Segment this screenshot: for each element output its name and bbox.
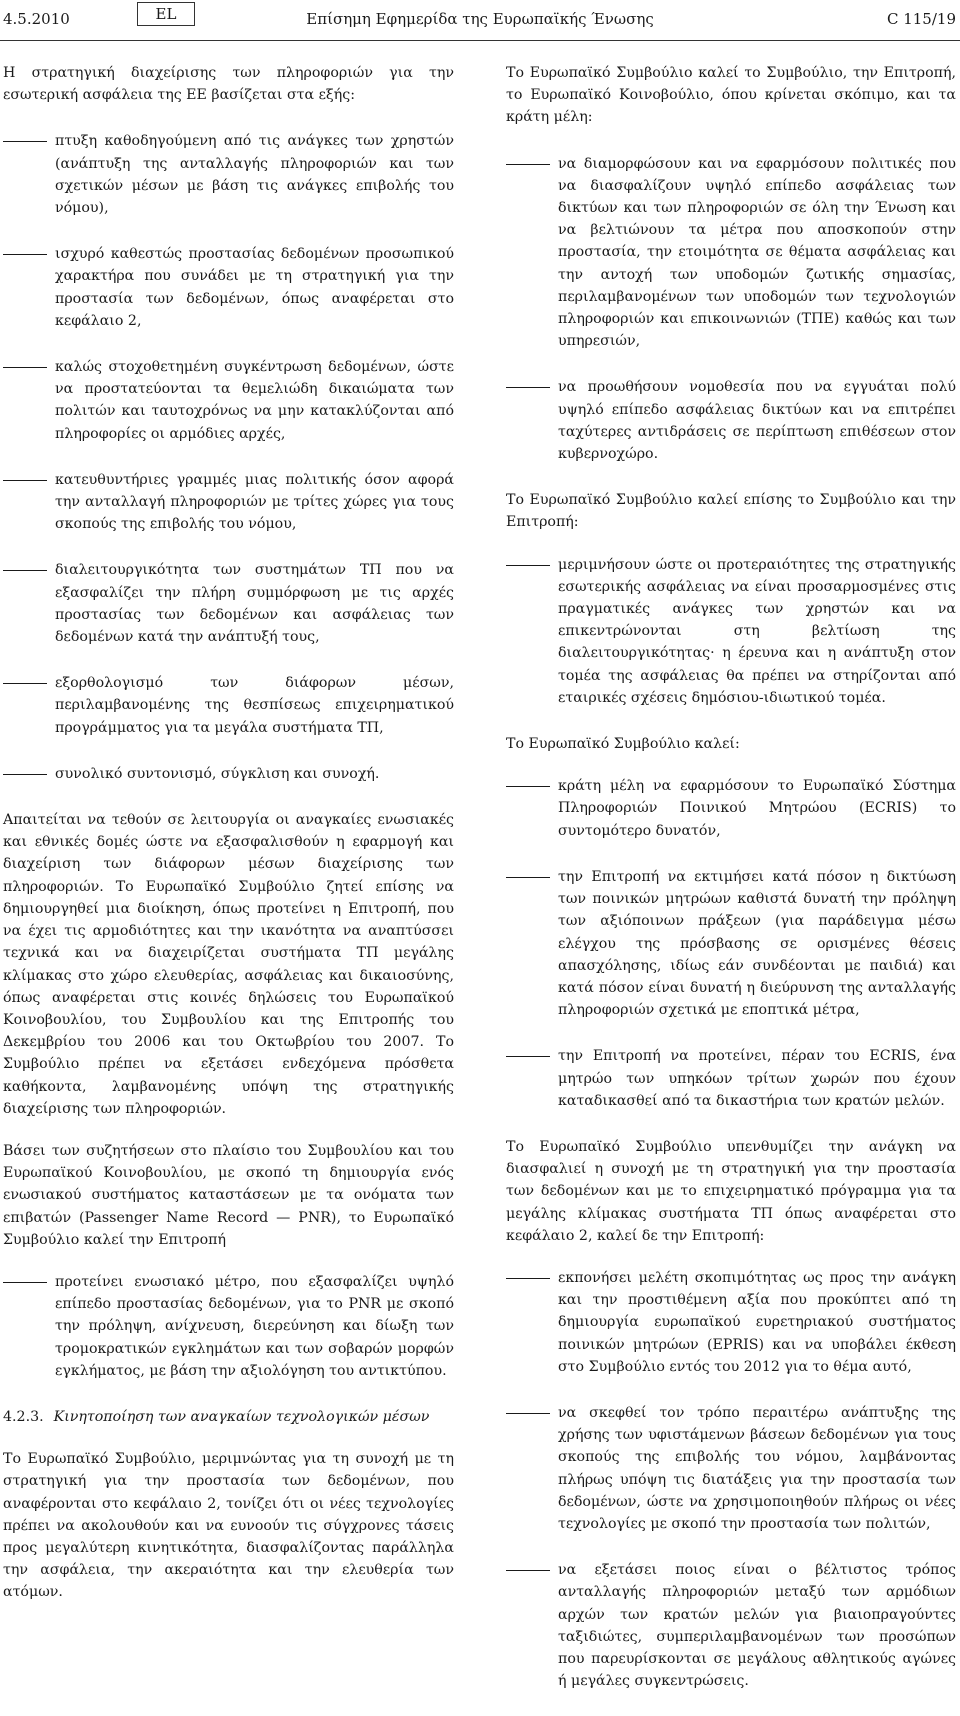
list-item xyxy=(3,1271,454,1382)
left-intro: Η στρατηγική διαχείρισης των πληροφοριών για την εσωτερική ασφάλεια της ΕΕ βασίζεται στα εξής: xyxy=(3,65,454,104)
list-item xyxy=(506,1267,956,1378)
list-item xyxy=(3,469,454,536)
right-intro-2: Το Ευρωπαϊκό Συμβούλιο καλεί επίσης το Συμβούλιο και την Επιτροπή: xyxy=(506,492,956,531)
list-item-text: μεριμνήσουν ώστε οι προτεραιότητες της στρατηγικής εσωτερικής ασφάλειας να είναι προσαρμοσμένες στις πραγματικές ανάγκες των χρηστών και να επικεντρώνονται στη βελτίωση της διαλειτουργικότητας· η έρευνα και η ανάπτυξη στον τομέα της ασφάλειας θα πρέπει να στηρίζονται από εταιρικές σχέσεις δημόσιου-ιδιωτικού τομέα. xyxy=(558,556,956,706)
list-item-text: προτείνει ενωσιακό μέτρο, που εξασφαλίζει υψηλό επίπεδο προστασίας δεδομένων, για το PNR με σκοπό την πρόληψη, ανίχνευση, διερεύνηση και δίωξη των τρομοκρατικών εγκλημάτων και των σοβαρών μορφών εγκλήματος, με βάση την αξιολόγηση του αντικτύπου. xyxy=(55,1273,454,1379)
list-item xyxy=(506,775,956,842)
right-intro-4: Το Ευρωπαϊκό Συμβούλιο υπενθυμίζει την ανάγκη να διασφαλιεί η συνοχή με τη στρατηγική για την προστασία των δεδομένων και με το επιχειρηματικό πρόγραμμα για τα μεγάλης κλίμακας συστήματα ΤΠ όπως αναφέρεται στο κεφάλαιο 2, καλεί δε την Επιτροπή: xyxy=(506,1138,956,1244)
page-number: C 115/19 xyxy=(886,10,956,28)
left-paragraph-1: Απαιτείται να τεθούν σε λειτουργία οι αναγκαίες ενωσιακές και εθνικές δομές ώστε να εξασφαλισθούν η εφαρμογή και διαχείριση των διάφορων μέσων διαχείρισης των πληροφοριών. Το Ευρωπαϊκό Συμβούλιο ζητεί επίσης να δημιουργηθεί μια διοίκηση, όπως προτείνει η Επιτροπή, που να έχει τις αρμοδιότητες και την ικανότητα να αναπτύσσει τεχνικά και να διαχειρίζεται συστήματα ΤΠ μεγάλης κλίμακας στο χώρο ελευθερίας, ασφάλειας και δικαιοσύνης, όπως αναφέρεται στις κοινές δηλώσεις του Ευρωπαϊκού Κοινοβουλίου, του Συμβουλίου και της Επιτροπής του Δεκεμβρίου του 2006 και του Οκτωβρίου του 2007. Το Συμβούλιο πρέπει να εξετάσει ενδεχόμενα πρόσθετα καθήκοντα, λαμβανομένης υπόψη της στρατηγικής διαχείρισης των πληροφοριών. xyxy=(3,812,454,1117)
right-column xyxy=(506,62,956,1716)
right-list-2 xyxy=(506,554,956,709)
list-item xyxy=(506,153,956,353)
list-item-text: συνολικό συντονισμό, σύγκλιση και συνοχή. xyxy=(55,765,380,782)
list-item-text: καλώς στοχοθετημένη συγκέντρωση δεδομένων, ώστε να προστατεύονται τα θεμελιώδη δικαιώματα των πολιτών και ταυτοχρόνως να μην κατακλύζονται από πληροφορίες οι αρμόδιες αρχές, xyxy=(55,359,454,442)
language-badge: EL xyxy=(137,2,195,26)
list-item xyxy=(506,1559,956,1692)
list-item-text: να διαμορφώσουν και να εφαρμόσουν πολιτικές που να διασφαλίζουν υψηλό επίπεδο ασφάλειας των δικτύων και των πληροφοριών σε όλη την Ένωση και να βελτιώνουν τα μέτρα που αποσκοπούν στην προστασία, την ετοιμότητα σε θέματα ασφάλειας και την αντοχή των υποδομών ζωτικής σημασίας, περιλαμβανομένων των υποδομών των τεχνολογιών πληροφοριών και επικοινωνιών (ΤΠΕ) καθώς και των υπηρεσιών, xyxy=(558,155,956,350)
header-date: 4.5.2010 xyxy=(3,10,70,28)
list-item xyxy=(506,554,956,709)
list-item xyxy=(3,243,454,332)
right-list-1 xyxy=(506,153,956,466)
list-item xyxy=(3,763,454,785)
list-item xyxy=(3,559,454,648)
list-item xyxy=(506,1402,956,1535)
list-item xyxy=(3,130,454,219)
list-item-text: κατευθυντήριες γραμμές μιας πολιτικής όσον αφορά την ανταλλαγή πληροφοριών με τρίτες χώρες για τους σκοπούς της επιβολής του νόμου, xyxy=(55,471,454,533)
list-item-text: εκπονήσει μελέτη σκοπιμότητας ως προς την ανάγκη και την προστιθέμενη αξία που προκύπτει από τη δημιουργία ευρωπαϊκού ευρετηριακού συστήματος ποινικών μητρώων (EPRIS) και να υποβάλει έκθεση στο Συμβούλιο εντός του 2012 για το θέμα αυτό, xyxy=(558,1269,956,1375)
right-list-3 xyxy=(506,775,956,1112)
right-intro-3: Το Ευρωπαϊκό Συμβούλιο καλεί: xyxy=(506,736,740,753)
section-title: Κινητοποίηση των αναγκαίων τεχνολογικών μέσων xyxy=(53,1408,430,1425)
list-item-text: να εξετάσει ποιος είναι ο βέλτιστος τρόπος ανταλλαγής πληροφοριών μεταξύ των αρμόδιων αρχών των κρατών μελών για βιαιοπραγούντες ταξιδιώτες, συμπεριλαμβανομένων των προσώπων που παρευρίσκονται σε μεγάλους αθλητικούς αγώνες ή μεγάλες συγκεντρώσεις. xyxy=(558,1562,956,1690)
list-item-text: ισχυρό καθεστώς προστασίας δεδομένων προσωπικού χαρακτήρα που συνάδει με τη στρατηγική για την προστασία των δεδομένων, όπως αναφέρεται στο κεφάλαιο 2, xyxy=(55,246,454,329)
list-item-text: διαλειτουργικότητα των συστημάτων ΤΠ που να εξασφαλίζει την πλήρη συμμόρφωση με τις αρχές προστασίας των δεδομένων και ασφάλειας των δεδομένων κατά την ανάπτυξή τους, xyxy=(55,562,454,646)
right-intro-1: Το Ευρωπαϊκό Συμβούλιο καλεί το Συμβούλιο, την Επιτροπή, το Ευρωπαϊκό Κοινοβούλιο, όπου κρίνεται σκόπιμο, και τα κράτη μέλη: xyxy=(506,65,956,126)
list-item-text: κράτη μέλη να εφαρμόσουν το Ευρωπαϊκό Σύστημα Πληροφοριών Ποινικού Μητρώου (ECRIS) το συντομότερο δυνατόν, xyxy=(558,778,956,839)
list-item xyxy=(506,376,956,465)
left-column xyxy=(3,62,454,1604)
left-list-1 xyxy=(3,130,454,785)
left-list-2 xyxy=(3,1271,454,1382)
journal-title: Επίσημη Εφημερίδα της Ευρωπαϊκής Ένωσης xyxy=(306,10,654,28)
list-item-text: την Επιτροπή να εκτιμήσει κατά πόσον η δικτύωση των ποινικών μητρώων καθιστά δυνατή την πρόληψη των αξιόποινων πράξεων (για παράδειγμα μέσω ελέγχου της πρόσβασης σε ορισμένες θέσεις απασχόλησης, ιδίως εάν συνδέονται με παιδιά) και κατά πόσον είναι δυνατή η διεύρυνση της ανταλλαγής πληροφοριών σχετικά με εποπτικά μέτρα, xyxy=(558,868,956,1019)
page-header xyxy=(0,0,960,41)
list-item xyxy=(3,672,454,739)
list-item xyxy=(506,1045,956,1112)
list-item-text: την Επιτροπή να προτείνει, πέραν του ECRIS, ένα μητρώο των υπηκόων τρίτων χωρών που έχουν καταδικασθεί από τα δικαστήρια των κρατών μελών. xyxy=(558,1048,956,1109)
list-item-text: πτυξη καθοδηγούμενη από τις ανάγκες των χρηστών (ανάπτυξη της ανταλλαγής πληροφοριών και των σχετικών μέσων με βάση τις ανάγκες επιβολής του νόμου), xyxy=(55,133,454,217)
list-item-text: εξορθολογισμό των διάφορων μέσων, περιλαμβανομένης της θεσπίσεως επιχειρηματικού προγράμματος για τα μεγάλα συστήματα ΤΠ, xyxy=(55,675,454,736)
right-list-4 xyxy=(506,1267,956,1692)
left-paragraph-3: Το Ευρωπαϊκό Συμβούλιο, μεριμνώντας για τη συνοχή με τη στρατηγική για την προστασία των δεδομένων, που αναφέρονται στο κεφάλαιο 2, τονίζει ότι οι νέες τεχνολογίες πρέπει να ακολουθούν και να ευνοούν τις σύγχρονες τάσεις προς μεγαλύτερη κινητικότητα, διασφαλίζοντας παράλληλα την ασφάλεια, την ακεραιότητα και την ελευθερία των ατόμων. xyxy=(3,1451,454,1601)
left-paragraph-2: Βάσει των συζητήσεων στο πλαίσιο του Συμβουλίου και του Ευρωπαϊκού Κοινοβουλίου, με σκοπό τη δημιουργία ενός ενωσιακού συστήματος καταστάσεων με τα ονόματα των επιβατών (Passenger Name Record — PNR), το Ευρωπαϊκό Συμβούλιο καλεί την Επιτροπή xyxy=(3,1142,454,1248)
list-item-text: να σκεφθεί τον τρόπο περαιτέρω ανάπτυξης της χρήσης των υφιστάμενων βάσεων δεδομένων για τους σκοπούς της επιβολής του νόμου, λαμβάνοντας πλήρως υπόψη τις διατάξεις για την προστασία των δεδομένων, ώστε να χρησιμοποιηθούν πλήρως οι νέες τεχνολογίες με σκοπό την προστασία των πολιτών, xyxy=(558,1404,956,1532)
list-item xyxy=(506,866,956,1021)
list-item xyxy=(3,356,454,445)
section-number: 4.2.3. xyxy=(3,1408,44,1425)
list-item-text: να προωθήσουν νομοθεσία που να εγγυάται πολύ υψηλό επίπεδο ασφάλειας δικτύων και να επιτρέπει ταχύτερες αντιδράσεις σε περίπτωση επιθέσεων στον κυβερνοχώρο. xyxy=(558,379,956,463)
section-heading xyxy=(3,1406,454,1428)
